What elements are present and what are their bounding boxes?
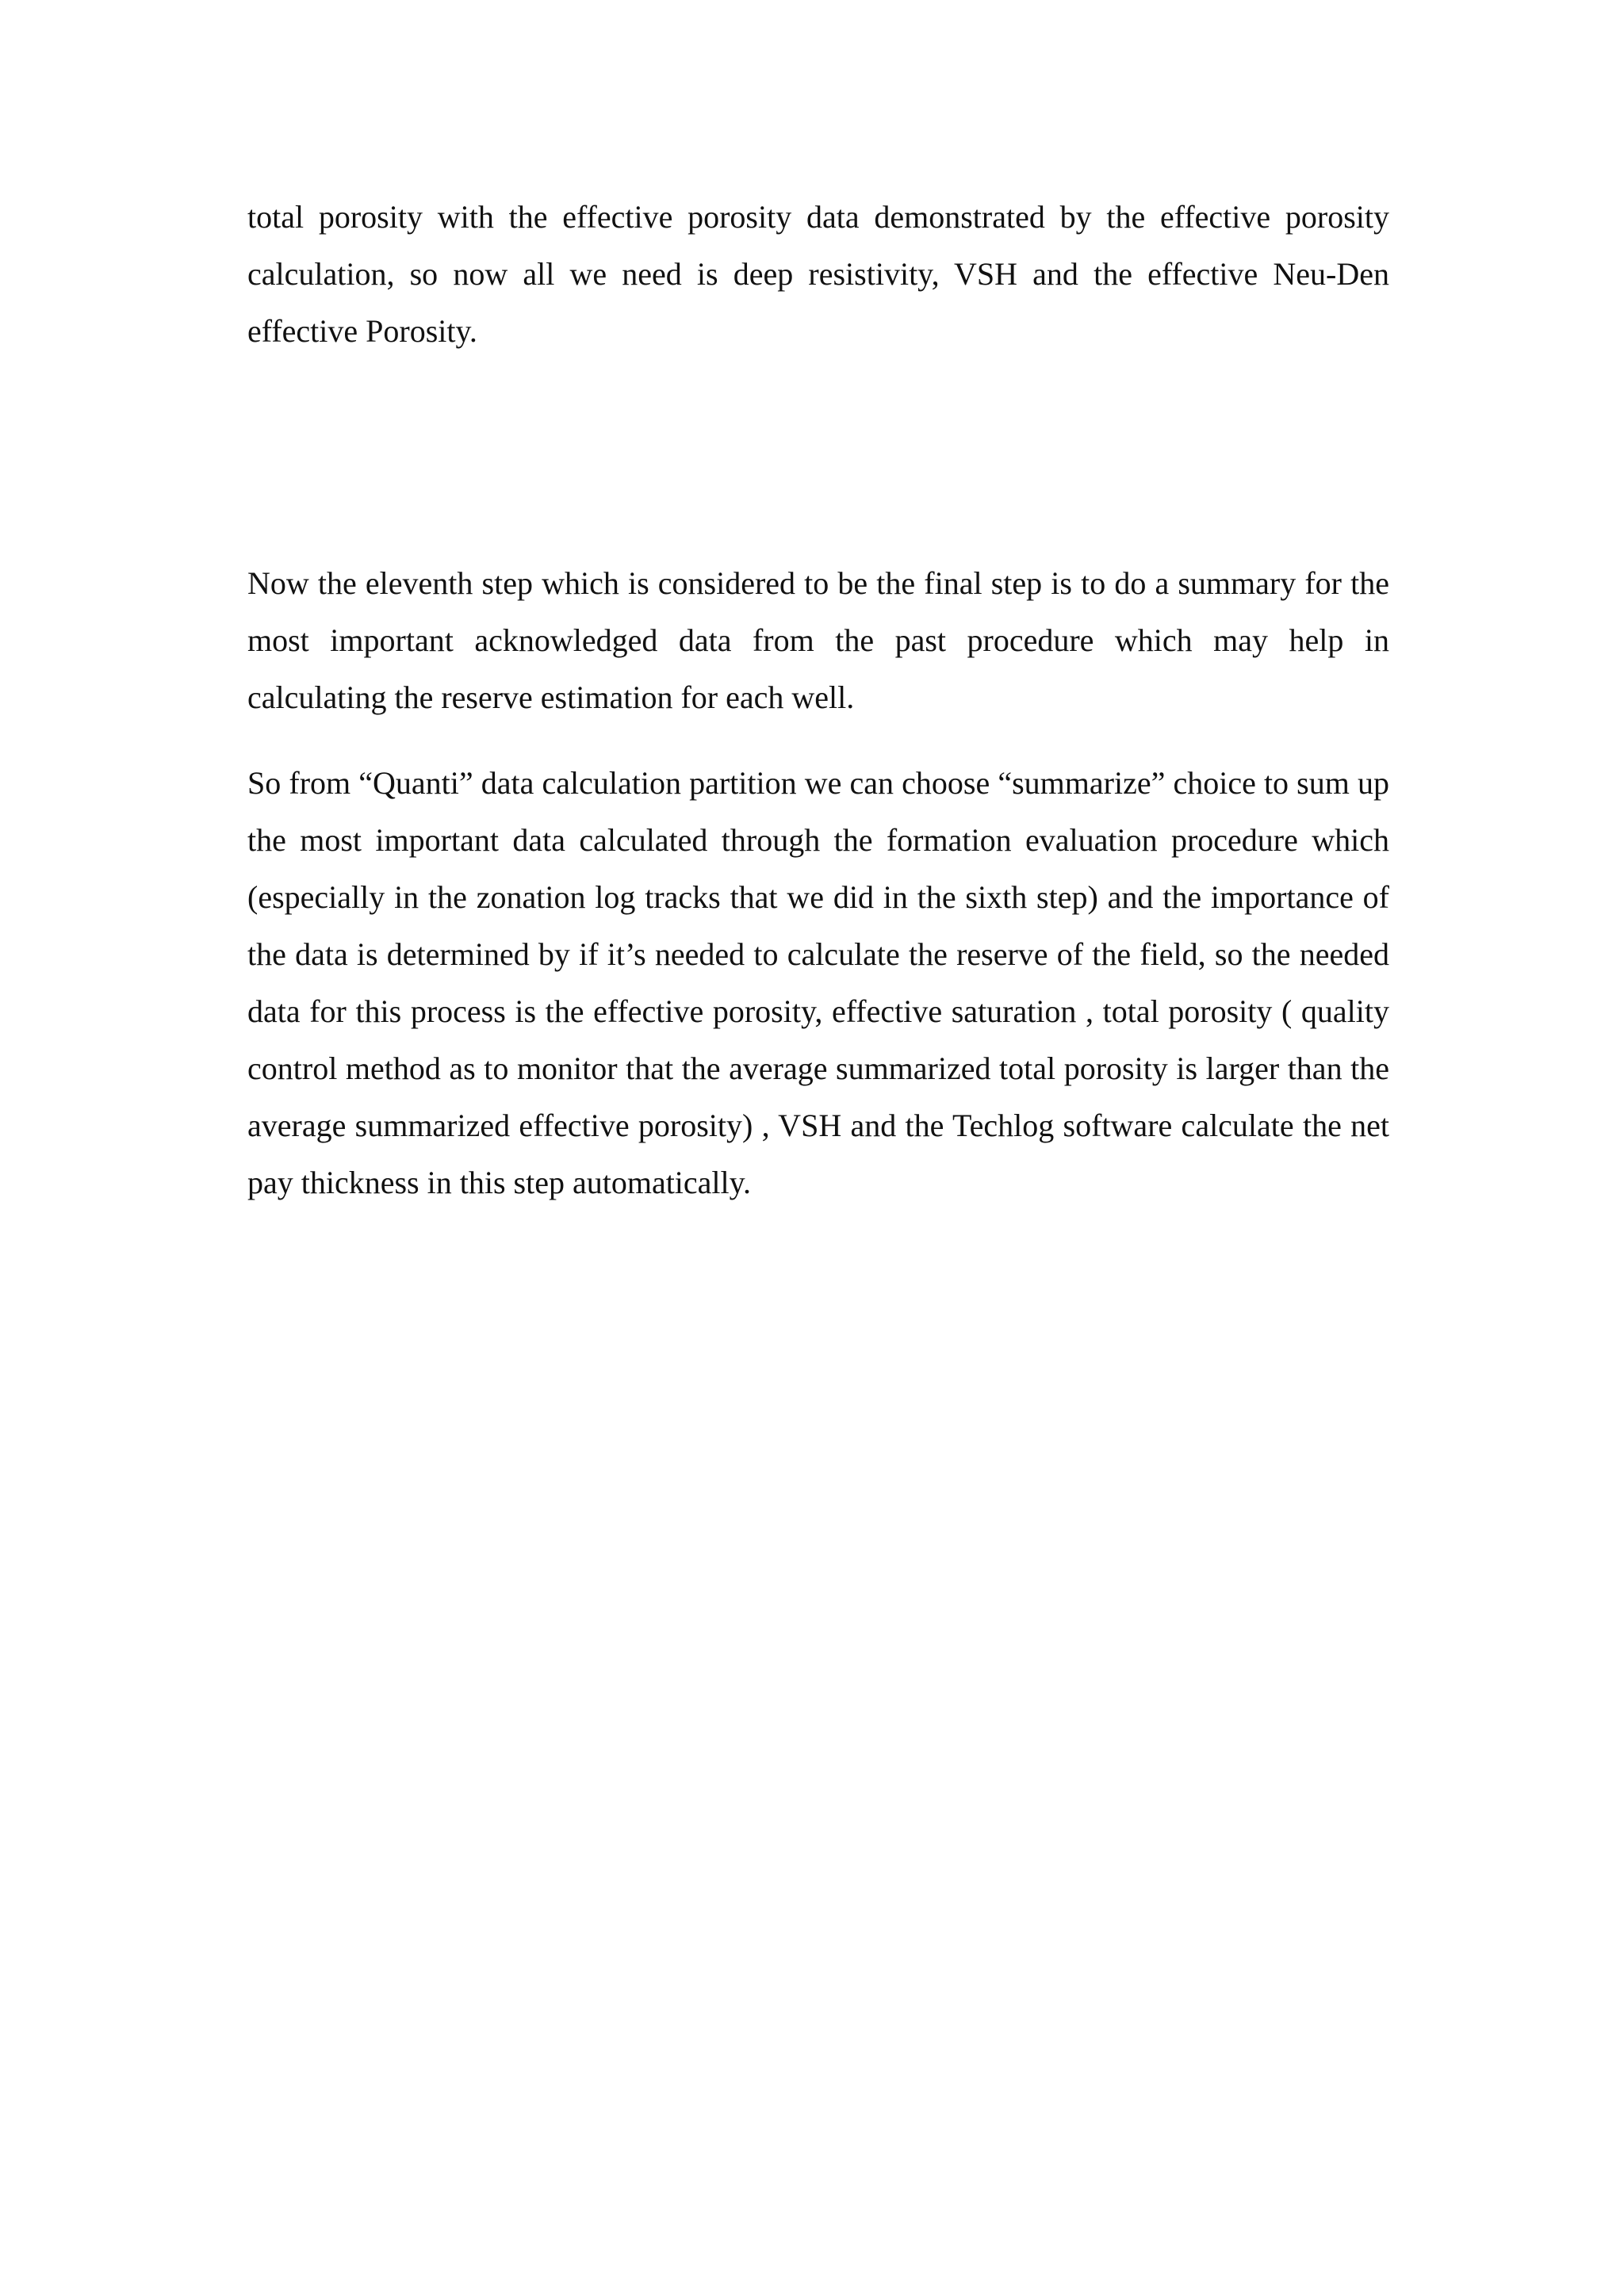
- paragraph-porosity-continuation: total porosity with the effective porosity data demonstrated by the effective porosity calculation, so now all we need is deep resistivity, VSH and the effective Neu-Den effective Porosity.: [247, 199, 1389, 349]
- paragraph-eleventh-step: Now the eleventh step which is considered to be the final step is to do a summary for the most important acknowledged data from the past procedure which may help in calculating the reserve estimation for each well.: [247, 565, 1389, 715]
- paragraph-summarize-procedure: So from “Quanti” data calculation partition we can choose “summarize” choice to sum up the most important data calculated through the formation evaluation procedure which (especially in the zonation log tracks that we did in the sixth step) and the importance of the data is determined by if it’s needed to calculate the reserve of the field, so the needed data for this process is the effective porosity, effective saturation , total porosity ( quality control method as to monitor that the average summarized total porosity is larger than the average summarized effective porosity) , VSH and the Techlog software calculate the net pay thickness in this step automatically.: [247, 765, 1389, 1200]
